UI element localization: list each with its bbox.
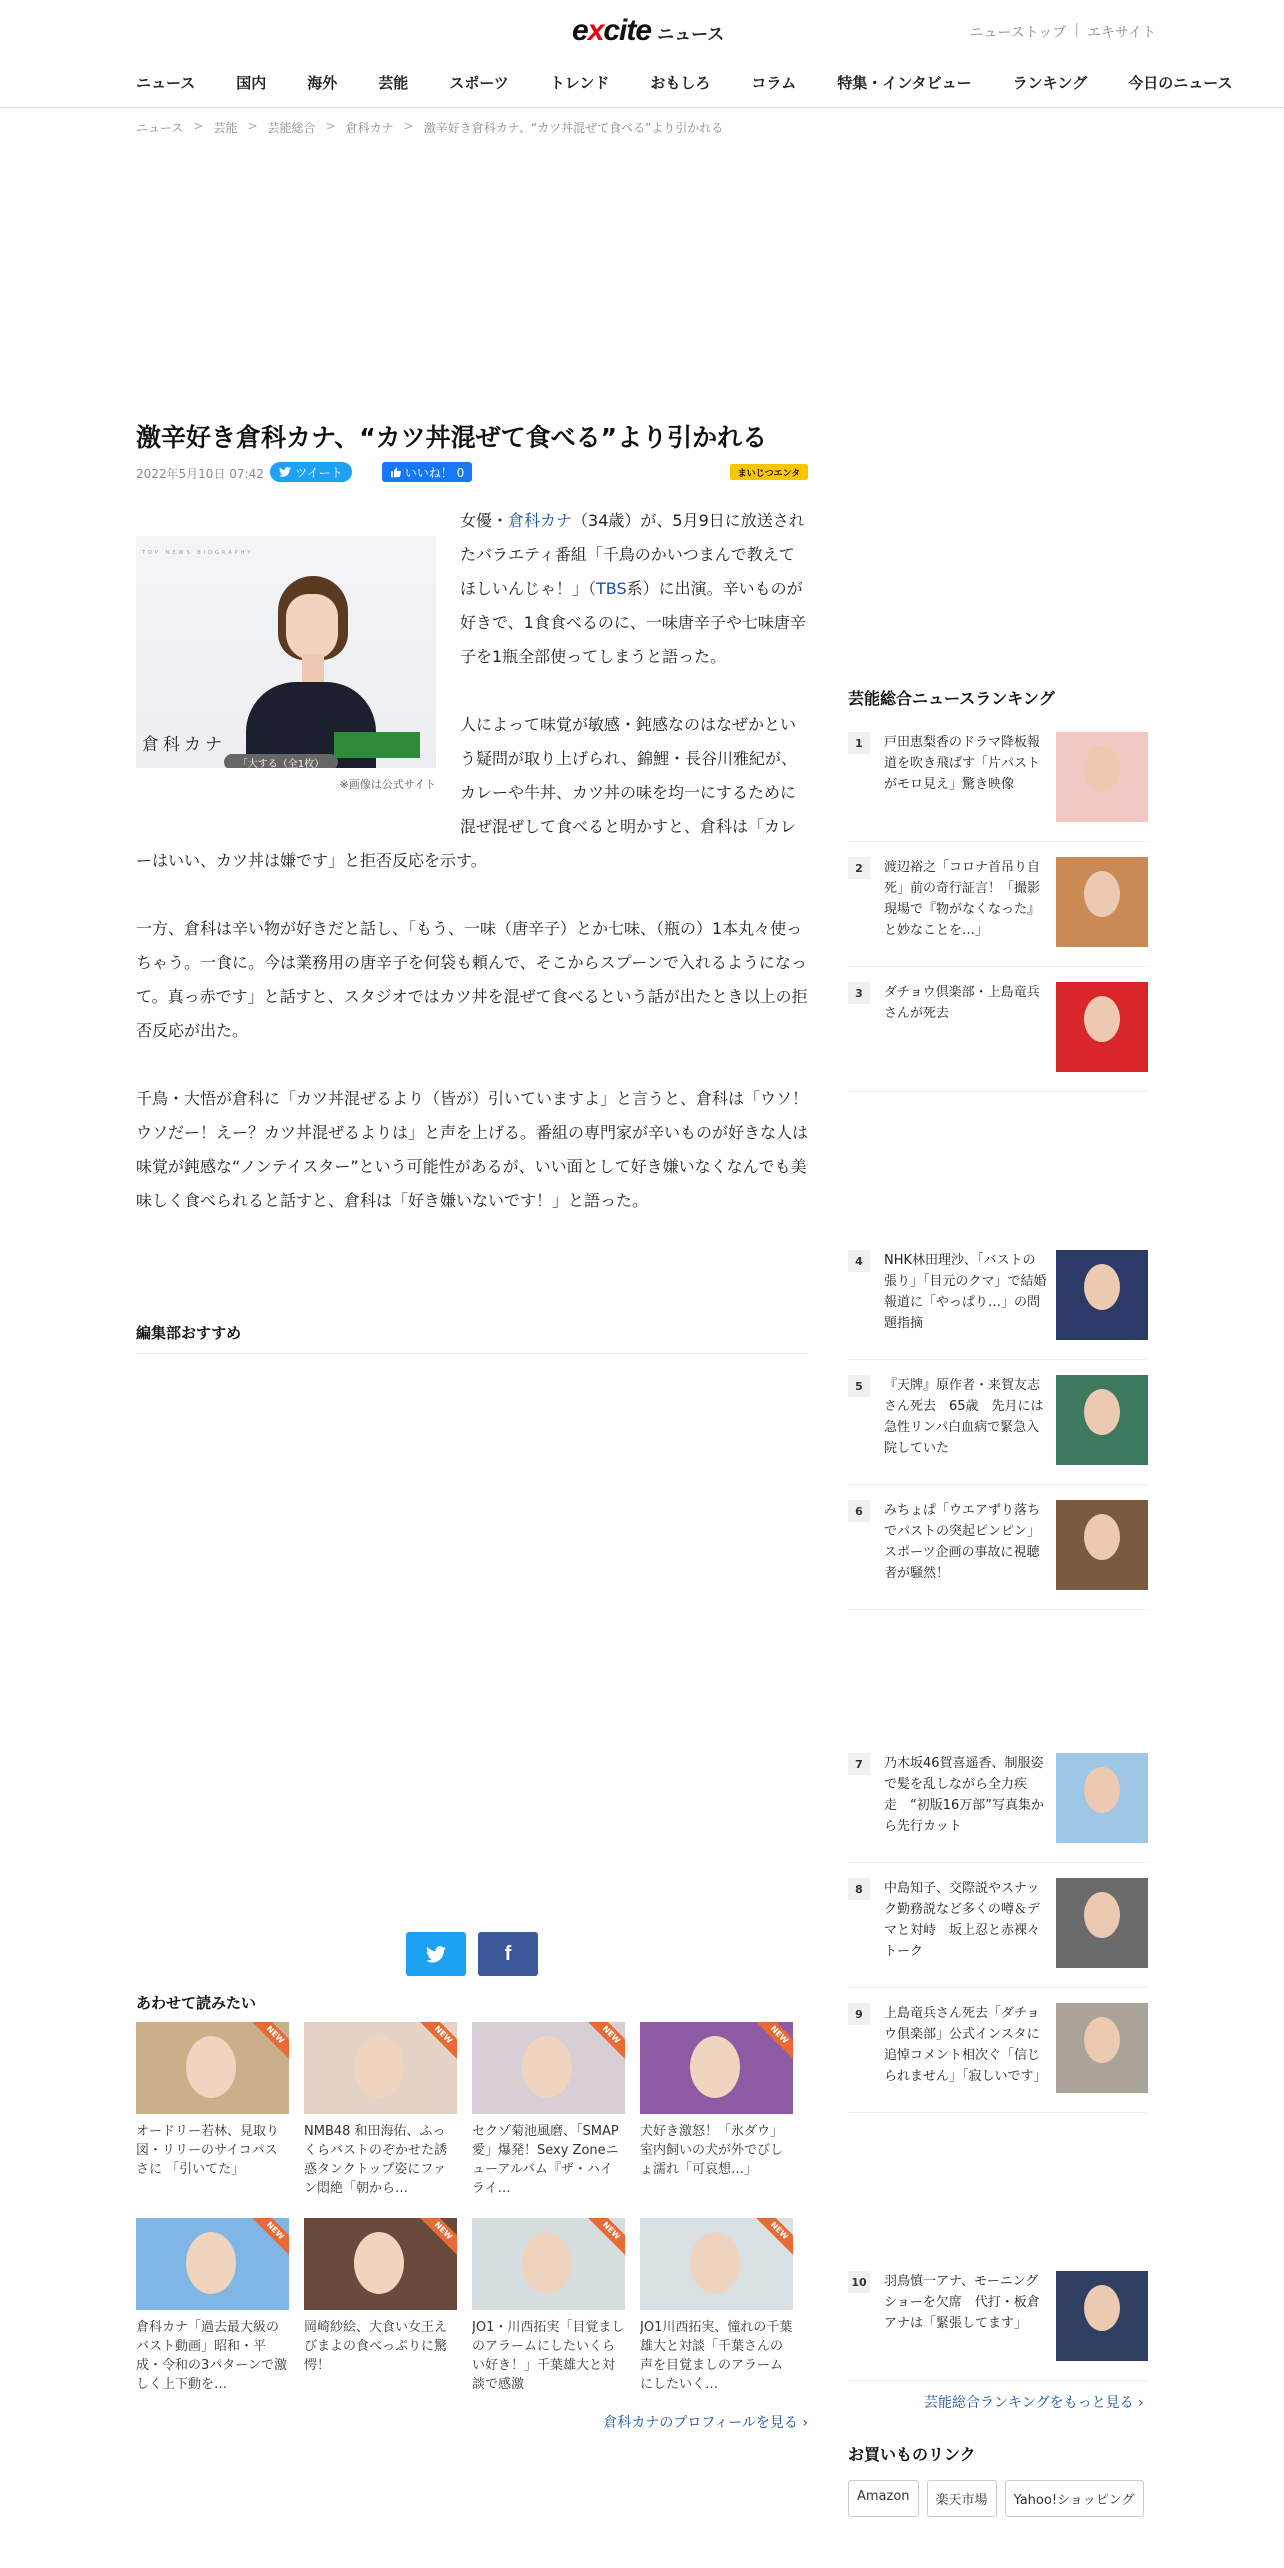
related-article-thumbnail bbox=[136, 2218, 289, 2310]
related-article-title: オードリー若林、見取り図・リリーのサイコパスさに 「引いてた」 bbox=[136, 2124, 280, 2177]
share-facebook-button[interactable] bbox=[478, 1932, 538, 1976]
ranking-item-title: 羽鳥慎一アナ、モーニングショーを欠席 代打・板倉アナは「緊張してます」 bbox=[884, 2274, 1040, 2331]
excite-top-link[interactable]: エキサイト bbox=[1086, 25, 1156, 41]
breadcrumb-news[interactable]: ニュース bbox=[136, 121, 184, 135]
rank-number: 9 bbox=[848, 2003, 870, 2025]
ranking-thumbnail bbox=[1056, 982, 1148, 1072]
related-article-item[interactable] bbox=[472, 2022, 625, 2198]
ranking-item[interactable] bbox=[848, 857, 1148, 967]
twitter-bird-icon bbox=[426, 1946, 446, 1963]
ranking-item-title: 『天牌』原作者・来賀友志さん死去 65歳 先月には急性リンパ白血病で緊急入院していた bbox=[884, 1378, 1044, 1456]
news-top-link[interactable]: ニューストップ bbox=[969, 25, 1067, 41]
nav-item-ranking[interactable]: ランキング bbox=[1012, 74, 1088, 92]
chevron-right-icon: › bbox=[802, 2415, 808, 2431]
new-badge: NEW bbox=[586, 2218, 625, 2256]
rank-number: 1 bbox=[848, 732, 870, 754]
facebook-f-icon: f bbox=[504, 1942, 512, 1965]
logo-subtitle: ニュース bbox=[657, 25, 725, 45]
photo-site-nav: TOP NEWS BIOGRAPHY bbox=[142, 550, 254, 556]
related-article-thumbnail bbox=[472, 2218, 625, 2310]
related-article-title: NMB48 和田海佑、ふっくらバストのぞかせた誘惑タンクトップ姿にファン悶絶「朝から… bbox=[304, 2124, 448, 2196]
nav-item-today[interactable]: 今日のニュース bbox=[1128, 74, 1233, 92]
rank-number: 5 bbox=[848, 1375, 870, 1397]
ranking-item-title: NHK林田理沙、「バストの張り」「目元のクマ」で結婚報道に「やっぱり…」の問題指摘 bbox=[884, 1253, 1047, 1331]
photo-name-text: 倉科カナ bbox=[142, 735, 226, 755]
facebook-like-button[interactable] bbox=[382, 462, 472, 482]
new-badge: NEW bbox=[250, 2022, 289, 2060]
article-paragraph: 女優・倉科カナ（34歳）が、5月9日に放送されたバラエティ番組「千鳥のかいつまんで教えてほしいんじゃ！」（TBS系）に出演。辛いものが好きで、1食食べるのに、一味唐辛子や七味唐辛子を1瓶全部使ってしまうと語った。 bbox=[460, 511, 806, 666]
related-heading: あわせて読みたい bbox=[136, 1994, 257, 2012]
tweet-label: ツイート bbox=[295, 465, 343, 480]
ranking-item[interactable] bbox=[848, 2003, 1148, 2113]
related-article-thumbnail bbox=[136, 2022, 289, 2114]
excite-news-logo[interactable] bbox=[572, 14, 724, 48]
related-article-thumbnail bbox=[304, 2022, 457, 2114]
logo-wordmark: excite bbox=[572, 14, 652, 47]
rank-number: 2 bbox=[848, 857, 870, 879]
related-article-thumbnail bbox=[640, 2022, 793, 2114]
new-badge: NEW bbox=[418, 2022, 457, 2060]
breadcrumb: ニュース > 芸能 > 芸能総合 > 倉科カナ > 激辛好き倉科カナ、“カツ丼混ぜて食べる”より引かれる bbox=[136, 119, 724, 135]
shop-link-amazon[interactable]: Amazon bbox=[848, 2480, 919, 2517]
ranking-item-title: 上島竜兵さん死去「ダチョウ倶楽部」公式インスタに追悼コメント相次ぐ「信じられません」「寂しいです」 bbox=[884, 2006, 1047, 2084]
share-buttons bbox=[406, 1932, 538, 1976]
ranking-thumbnail bbox=[1056, 1375, 1148, 1465]
ranking-heading: 芸能総合ニュースランキング bbox=[848, 689, 1055, 708]
ranking-thumbnail bbox=[1056, 2003, 1148, 2093]
new-badge: NEW bbox=[754, 2022, 793, 2060]
twitter-bird-icon bbox=[279, 467, 291, 477]
ranking-thumbnail bbox=[1056, 857, 1148, 947]
ranking-item[interactable] bbox=[848, 2271, 1148, 2381]
source-badge[interactable]: まいじつエンタ bbox=[730, 464, 808, 480]
profile-link[interactable]: 倉科カナのプロフィールを見る › bbox=[603, 2415, 808, 2431]
photo-enlarge-tag[interactable]: 「大する（全1枚） bbox=[224, 754, 338, 768]
nav-item-domestic[interactable]: 国内 bbox=[236, 74, 267, 92]
shopping-heading: お買いものリンク bbox=[848, 2445, 976, 2464]
nav-item-fun[interactable]: おもしろ bbox=[650, 74, 711, 92]
nav-item-features[interactable]: 特集・インタビュー bbox=[837, 74, 972, 92]
rank-number: 3 bbox=[848, 982, 870, 1004]
related-article-title: 犬好き激怒！「氷ダウ」室内飼いの犬が外でびしょ濡れ「可哀想…」 bbox=[640, 2124, 784, 2177]
new-badge: NEW bbox=[754, 2218, 793, 2256]
new-badge: NEW bbox=[250, 2218, 289, 2256]
article-paragraph: 人によって味覚が敏感・鈍感なのはなぜかという疑問が取り上げられ、錦鯉・長谷川雅紀が、カレーや牛丼、カツ丼の味を均一にするために混ぜ混ぜして食べると明かすと、倉科は「カレーはいい、カツ丼は嫌です」と拒否反応を示す。 bbox=[136, 715, 797, 870]
person-link[interactable]: 倉科カナ bbox=[508, 511, 573, 530]
shop-link-yahoo[interactable]: Yahoo!ショッピング bbox=[1005, 2480, 1144, 2517]
ranking-item[interactable] bbox=[848, 1375, 1148, 1485]
shopping-links bbox=[848, 2480, 1144, 2517]
related-article-item[interactable] bbox=[136, 2218, 289, 2394]
nav-item-news[interactable]: ニュース bbox=[136, 74, 196, 92]
ranking-item-title: ダチョウ倶楽部・上島竜兵さんが死去 bbox=[884, 985, 1040, 1021]
related-article-item[interactable] bbox=[640, 2218, 793, 2394]
article-paragraph: 一方、倉科は辛い物が好きだと話し、「もう、一味（唐辛子）とか七味、（瓶の）1本丸々使っちゃう。一食に。今は業務用の唐辛子を何袋も頼んで、そこからスプーンで入れるようになって。真っ赤です」と話すと、スタジオではカツ丼を混ぜて食べるという話が出たとき以上の拒否反応が出た。 bbox=[136, 919, 808, 1040]
photo-caption: ※画像は公式サイト bbox=[339, 778, 436, 791]
tweet-button[interactable] bbox=[270, 462, 352, 482]
ranking-item[interactable] bbox=[848, 1250, 1148, 1360]
breadcrumb-current: 激辛好き倉科カナ、“カツ丼混ぜて食べる”より引かれる bbox=[423, 121, 724, 135]
ranking-item-title: 乃木坂46賀喜遥香、制服姿で髪を乱しながら全力疾走 “初版16万部”写真集から先行カット bbox=[884, 1756, 1045, 1834]
site-header bbox=[0, 0, 1284, 108]
breadcrumb-person[interactable]: 倉科カナ bbox=[345, 121, 394, 135]
ranking-item[interactable] bbox=[848, 1753, 1148, 1863]
ranking-item[interactable] bbox=[848, 982, 1148, 1092]
top-links bbox=[969, 22, 1156, 42]
ranking-more-link[interactable]: 芸能総合ランキングをもっと見る › bbox=[924, 2395, 1144, 2411]
ranking-item-title: 中島知子、交際説やスナック勤務説など多くの噂＆デマと対峙 坂上忍と赤裸々トーク bbox=[884, 1881, 1041, 1959]
related-article-thumbnail bbox=[304, 2218, 457, 2310]
global-nav bbox=[136, 72, 1232, 93]
nav-item-world[interactable]: 海外 bbox=[307, 74, 338, 92]
ranking-thumbnail bbox=[1056, 1250, 1148, 1340]
rank-number: 10 bbox=[848, 2271, 870, 2293]
related-article-title: 倉科カナ「過去最大級のバスト動画」昭和・平成・令和の3パターンで激しく上下動を… bbox=[136, 2320, 288, 2392]
ranking-item-title: みちょぱ「ウエアずり落ちでパストの突起ピンピン」スポーツ企画の事故に視聴者が騒然！ bbox=[884, 1503, 1041, 1581]
article-body bbox=[136, 504, 808, 1252]
related-article-title: JO1・川西拓実「目覚ましのアラームにしたいくらい好き！」千葉雄大と対談で感激 bbox=[472, 2320, 625, 2392]
article-title: 激辛好き倉科カナ、“カツ丼混ぜて食べる”より引かれる bbox=[136, 423, 768, 452]
share-twitter-button[interactable] bbox=[406, 1932, 466, 1976]
breadcrumb-entertainment[interactable]: 芸能 bbox=[213, 121, 238, 135]
ranking-thumbnail bbox=[1056, 732, 1148, 822]
related-article-item[interactable] bbox=[472, 2218, 625, 2394]
nav-item-sports[interactable]: スポーツ bbox=[449, 74, 509, 92]
nav-item-column[interactable]: コラム bbox=[751, 74, 797, 92]
ranking-item[interactable] bbox=[848, 732, 1148, 842]
rank-number: 4 bbox=[848, 1250, 870, 1272]
shop-link-rakuten[interactable]: 楽天市場 bbox=[927, 2480, 997, 2517]
breadcrumb-entertainment-general[interactable]: 芸能総合 bbox=[267, 121, 316, 135]
ranking-item[interactable] bbox=[848, 1500, 1148, 1610]
editor-recommend-heading: 編集部おすすめ bbox=[136, 1322, 808, 1354]
top-links-separator: | bbox=[1074, 22, 1079, 38]
nav-item-trend[interactable]: トレンド bbox=[549, 74, 610, 92]
new-badge: NEW bbox=[418, 2218, 457, 2256]
related-article-item[interactable] bbox=[304, 2218, 457, 2394]
new-badge: NEW bbox=[586, 2022, 625, 2060]
chevron-right-icon: › bbox=[1138, 2395, 1144, 2411]
article-date: 2022年5月10日 07:42 bbox=[136, 467, 264, 481]
article-paragraph: 千鳥・大悟が倉科に「カツ丼混ぜるより（皆が）引いていますよ」と言うと、倉科は「ウソ！ウソだー！えー？カツ丼混ぜるよりは」と声を上げる。番組の専門家が辛いものが好きな人は味覚が鈍感な“ノンテイスター”という可能性があるが、いい面として好き嫌いなくなんでも美味しく食べられると話すと、倉科は「好き嫌いないです！」と語った。 bbox=[136, 1089, 809, 1210]
like-label: いいね！ 0 bbox=[404, 465, 465, 480]
article-meta bbox=[136, 462, 808, 484]
related-article-item[interactable] bbox=[304, 2022, 457, 2198]
rank-number: 8 bbox=[848, 1878, 870, 1900]
ranking-thumbnail bbox=[1056, 1500, 1148, 1590]
rank-number: 7 bbox=[848, 1753, 870, 1775]
tbs-link[interactable]: TBS bbox=[596, 579, 627, 598]
nav-item-entertainment[interactable]: 芸能 bbox=[378, 74, 409, 92]
related-article-item[interactable] bbox=[640, 2022, 793, 2198]
related-article-title: 岡崎紗絵、大食い女王えびまよの食べっぷりに驚愕！ bbox=[304, 2320, 448, 2373]
related-article-thumbnail bbox=[472, 2022, 625, 2114]
rank-number: 6 bbox=[848, 1500, 870, 1522]
ranking-thumbnail bbox=[1056, 1753, 1148, 1843]
related-article-thumbnail bbox=[640, 2218, 793, 2310]
related-article-title: セクゾ菊池風磨、「SMAP愛」爆発！Sexy Zoneニューアルバム『ザ・ハイライ… bbox=[472, 2124, 619, 2196]
thumbs-up-icon bbox=[390, 467, 401, 478]
ranking-thumbnail bbox=[1056, 2271, 1148, 2361]
ranking-item-title: 渡辺裕之「コロナ首吊り自死」前の奇行証言！「撮影現場で『物がなくなった』と妙なことを…」 bbox=[884, 860, 1041, 938]
ranking-item-title: 戸田恵梨香のドラマ降板報道を吹き飛ばす「片パストがモロ見え」驚き映像 bbox=[884, 735, 1041, 792]
ranking-item[interactable] bbox=[848, 1878, 1148, 1988]
related-articles-grid bbox=[136, 2022, 808, 2394]
related-article-title: JO1川西拓実、憧れの千葉雄大と対談「千葉さんの声を目覚ましのアラームにしたいく… bbox=[640, 2320, 793, 2392]
related-article-item[interactable] bbox=[136, 2022, 289, 2198]
ranking-thumbnail bbox=[1056, 1878, 1148, 1968]
